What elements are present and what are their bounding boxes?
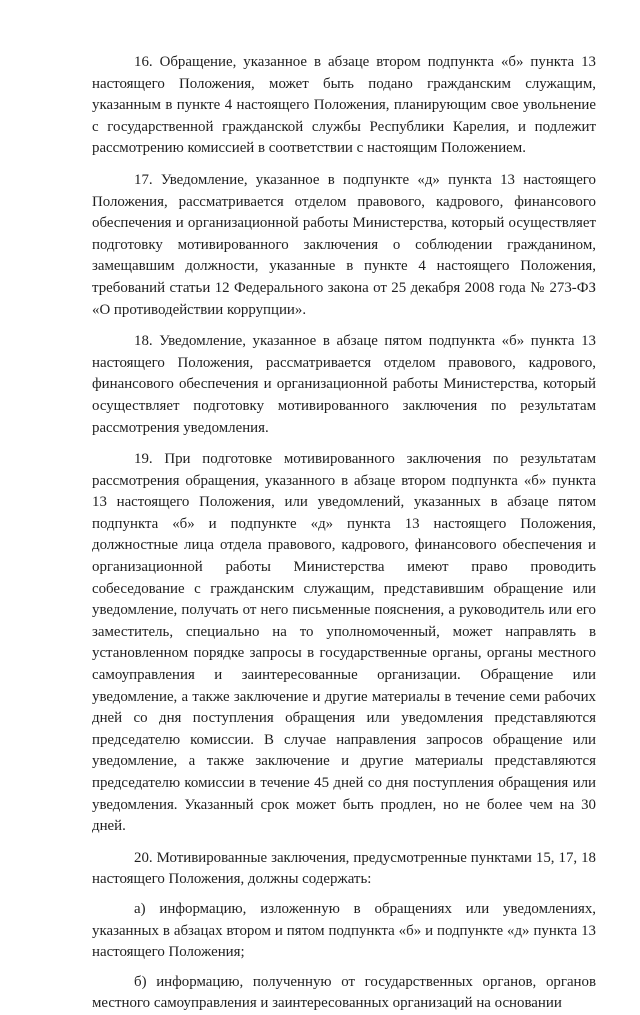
paragraph-20: 20. Мотивированные заключения, предусмотренные пунктами 15, 17, 18 настоящего Положения, должны содержать: [92, 849, 596, 888]
paragraph-16: 16. Обращение, указанное в абзаце втором подпункта «б» пункта 13 настоящего Положения, может быть подано гражданским служащим, указанным в пункте 4 настоящего Положения, планирующим свое увольнение с государственной гражданской службы Республики Карелия, и подлежит рассмотрению комиссией в соответствии с настоящим Положением. [92, 54, 596, 157]
paragraph-18: 18. Уведомление, указанное в абзаце пятом подпункта «б» пункта 13 настоящего Положения, рассматривается отделом правового, кадрового, финансового обеспечения и организационной работы Министерства, который осуществляет подготовку мотивированного заключения по результатам рассмотрения уведомления. [92, 333, 596, 436]
paragraph-17: 17. Уведомление, указанное в подпункте «д» пункта 13 настоящего Положения, рассматривается отделом правового, кадрового, финансового обеспечения и организационной работы Министерства, который осуществляет подготовку мотивированного заключения о соблюдении гражданином, замещавшим должности, указанные в пункте 4 настоящего Положения, требований статьи 12 Федерального закона от 25 декабря 2008 года № 273-ФЗ «О противодействии коррупции». [92, 171, 596, 318]
paragraph-20-b: б) информацию, полученную от государственных органов, органов местного самоуправления и заинтересованных организаций на основании [92, 973, 596, 1012]
paragraph-20-a: а) информацию, изложенную в обращениях или уведомлениях, указанных в абзацах втором и пятом подпункта «б» и подпункте «д» пункта 13 настоящего Положения; [92, 900, 596, 961]
document-page [92, 52, 596, 1015]
paragraph-19: 19. При подготовке мотивированного заключения по результатам рассмотрения обращения, указанного в абзаце втором подпункта «б» пункта 13 настоящего Положения, или уведомлений, указанных в абзаце пятом подпункта «б» и подпункте «д» пункта 13 настоящего Положения, должностные лица отдела правового, кадрового, финансового обеспечения и организационной работы Министерства имеют право проводить собеседование с гражданским служащим, представившим обращение или уведомление, получать от него письменные пояснения, а руководитель или его заместитель, специально на то уполномоченный, может направлять в установленном порядке запросы в государственные органы, органы местного самоуправления и заинтересованные организации. Обращение или уведомление, а также заключение и другие материалы в течение семи рабочих дней со дня поступления обращения или уведомления представляются председателю комиссии. В случае направления запросов обращение или уведомление, а также заключение и другие материалы представляются председателю комиссии в течение 45 дней со дня поступления обращения или уведомления. Указанный срок может быть продлен, но не более чем на 30 дней. [92, 451, 596, 835]
